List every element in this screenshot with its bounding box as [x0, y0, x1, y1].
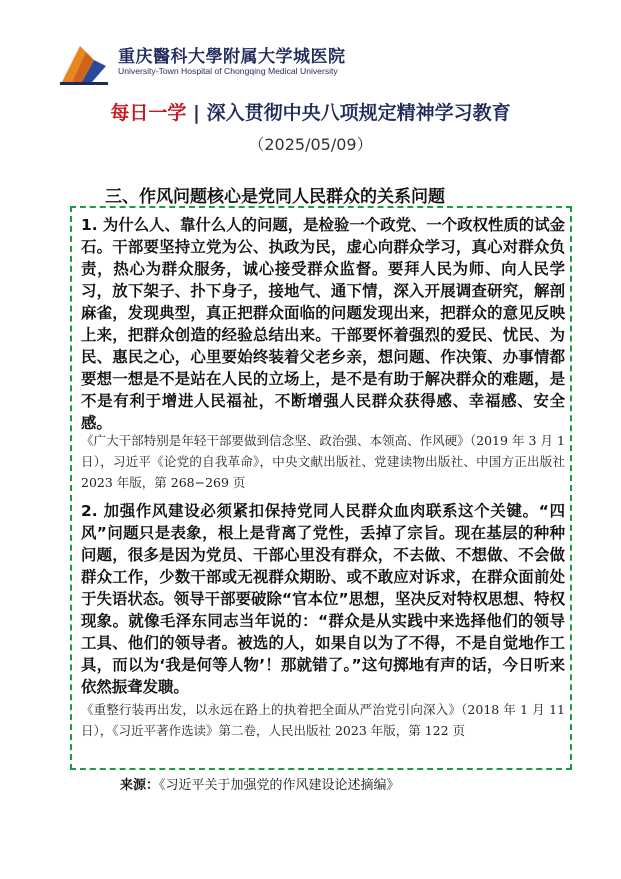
content-box [70, 206, 572, 770]
paragraph-1: 1. 为什么人、靠什么人的问题，是检验一个政党、一个政权性质的试金石。干部要坚持立党为公、执政为民，虚心向群众学习，真心对群众负责，热心为群众服务，诚心接受群众监督。要拜人民为师、向人民学习，放下架子、扑下身子，接地气、通下情，深入开展调查研究，解剖麻雀，发现典型，真正把群众面临的问题发现出来，把群众的意见反映上来，把群众创造的经验总结出来。干部要怀着强烈的爱民、忧民、为民、惠民之心，心里要始终装着父老乡亲，想问题、作决策、办事情都要想一想是不是站在人民的立场上，是不是有助于解决群众的难题，是不是有利于增进人民福祉，不断增强人民群众获得感、幸福感、安全感。 [81, 216, 565, 432]
title-separator: | [193, 102, 200, 124]
publish-date: （2025/05/09） [248, 135, 373, 154]
hospital-name-cn: 重庆醫科大學附属大学城医院 [118, 47, 346, 67]
title-highlight: 每日一学 [110, 102, 187, 124]
citation-2: 《重整行装再出发，以永远在路上的执着把全面从严治党引向深入》（2018 年 1 月 11 日），《习近平著作选读》第二卷，人民出版社 2023 年版，第 122 页 [81, 702, 565, 738]
hospital-name-en: University-Town Hospital of Chongqing Medical University [118, 66, 338, 76]
section-heading: 三、作风问题核心是党同人民群众的关系问题 [105, 187, 445, 207]
citation-1: 《广大干部特别是年轻干部要做到信念坚、政治强、本领高、作风硬》（2019 年 3 月 1 日），习近平《论党的自我革命》，中央文献出版社、党建读物出版社、中国方正出版社 2023 年版，第 268−269 页 [81, 433, 565, 490]
paragraph-2: 2. 加强作风建设必须紧扣保持党同人民群众血肉联系这个关键。“四风”问题只是表象，根上是背离了党性，丢掉了宗旨。现在基层的种种问题，很多是因为党员、干部心里没有群众，不去做、不想做、不会做群众工作，少数干部或无视群众期盼、或不敢应对诉求，在群众面前处于失语状态。领导干部要破除“官本位”思想，坚决反对特权思想、特权现象。就像毛泽东同志当年说的：“群众是从实践中来选择他们的领导工具、他们的领导者。被选的人，如果自以为了不得，不是自觉地作工具，而以为‘我是何等人物’！那就错了。”这句掷地有声的话，今日听来依然振聋发聩。 [81, 502, 565, 696]
title-main: 深入贯彻中央八项规定精神学习教育 [206, 102, 511, 124]
footer-source [120, 774, 400, 793]
hospital-header [58, 38, 358, 86]
footer-source-title: 《习近平关于加强党的作风建设论述摘编》 [159, 778, 400, 793]
footer-label: 来源： [120, 778, 160, 793]
hospital-logo-icon [58, 42, 110, 86]
page-title [0, 98, 621, 125]
